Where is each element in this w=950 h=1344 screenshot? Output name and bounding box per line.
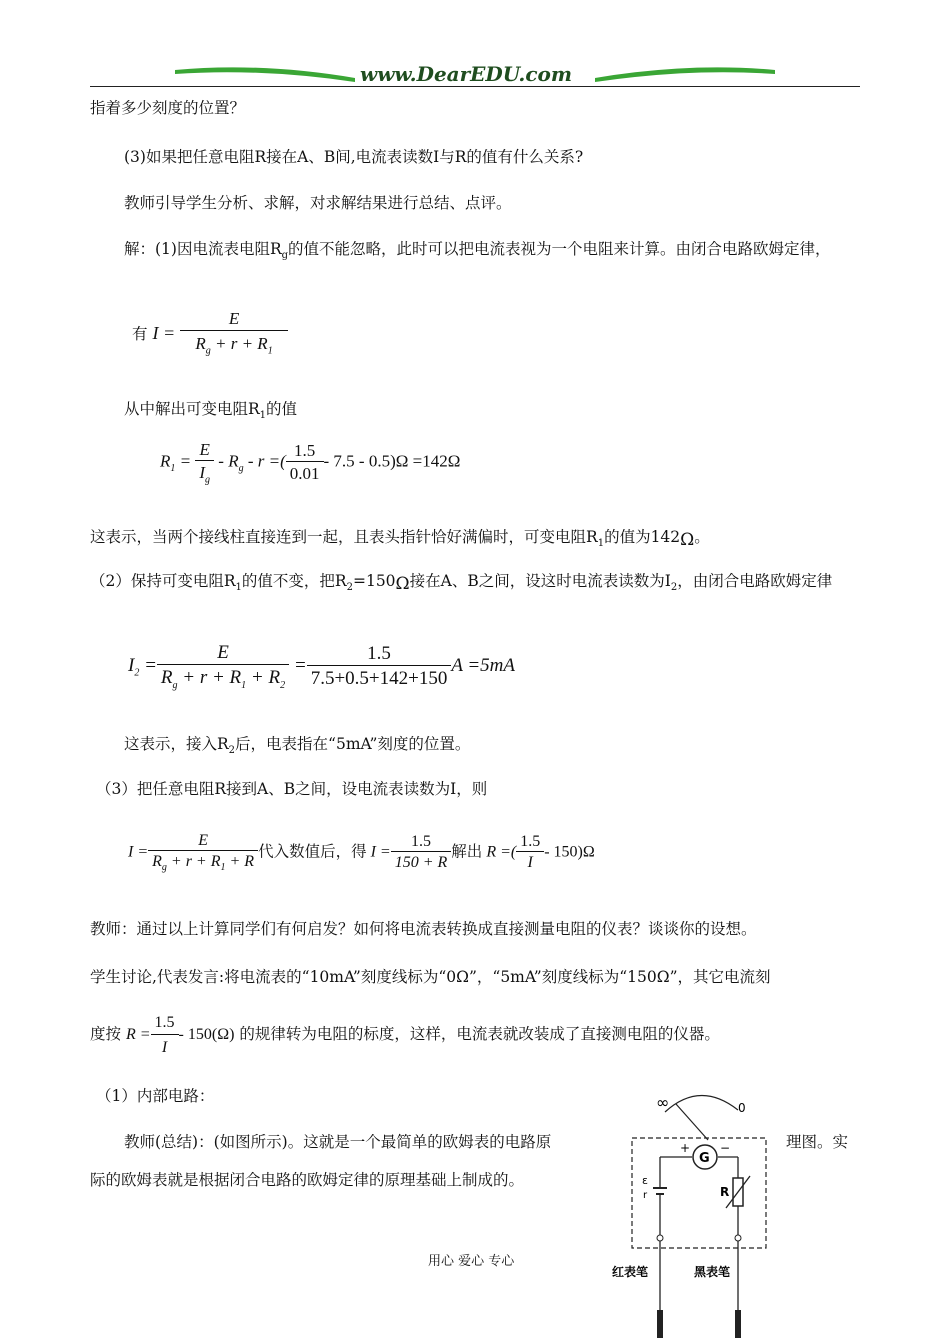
formula-1-denominator: $R_g + r + R_1$ [180,330,288,362]
minus-label: − [720,1141,731,1155]
line-8 [90,570,832,599]
formula-2-frac-b: $\frac{1.5}{0.01}$ [286,441,324,484]
line-6-text-b: 的值 [266,400,298,418]
resistor-label: R [720,1185,730,1199]
circuit-svg [610,1080,780,1340]
line-13-text: 学生讨论,代表发言:将电流表的“10mA”刻度线标为“0Ω”，“5mA”刻度线标为“150Ω”，其它电流刻 [90,968,771,986]
formula-4: I = $\frac{E}{R_g + r + R_1 + R}$ 代入数值后，得 I = $\frac{1.5}{150 + R}$ 解出 R =( $\frac{1.5}{I}$ - 150)Ω [128,832,595,874]
line-2-text: (3)如果把任意电阻R接在A、B间,电流表读数I与R的值有什么关系? [124,148,584,166]
line-15-text: （1）内部电路： [96,1087,215,1105]
galvanometer-label: G [699,1151,710,1166]
line-8-sub-2: 2 [346,582,353,594]
line-8-ohm: Ω [395,574,410,594]
formula-1 [132,308,288,362]
line-8-text-a: （2）保持可变电阻R [90,572,236,590]
zero-label: 0 [738,1101,746,1115]
line-12-text: 教师：通过以上计算同学们有何启发？如何将电流表转换成直接测量电阻的仪表？谈谈你的设想。 [90,920,757,938]
formula-3: $I_2$ = $\frac{E}{R_g + r + R_1 + R_2}$ = $\frac{1.5}{7.5+0.5+142+150}$ A =5mA [128,642,516,691]
header-site-name: www.DearEDU.com [360,62,573,86]
line-9-text-b: 后，电表指在“5mA”刻度的位置。 [235,735,471,753]
formula-4-frac-c: $\frac{1.5}{I}$ [516,833,544,872]
formula-4-tail: - 150)Ω [544,843,595,861]
line-4-sub: g [281,250,289,262]
line-6-sub: 1 [259,410,267,422]
header-rule [90,86,860,87]
internal-r-label: r [643,1190,648,1201]
line-8-text-c: =150 [352,572,396,590]
line-14 [90,1012,720,1059]
line-4-text: 解：(1)因电流表电阻R [124,240,282,258]
line-9-text-a: 这表示，接入R [124,735,229,753]
formula-5-frac: $\frac{1.5}{I}$ [151,1012,179,1059]
line-7 [90,526,710,555]
line-7-ohm: Ω [680,530,695,550]
line-14-text-b: 的规律转为电阻的标度，这样，电流表就改装成了直接测电阻的仪器。 [239,1025,720,1044]
line-10 [96,778,487,800]
formula-3-tail: A =5mA [451,654,516,676]
formula-4-frac-a: $\frac{E}{R_g + r + R_1 + R}$ [148,832,258,873]
line-7-sub: 1 [597,538,605,550]
formula-1-fraction [180,308,288,362]
formula-1-numerator: E [228,309,240,328]
line-1-text: 指着多少刻度的位置？ [90,99,246,117]
red-probe-icon [657,1310,663,1338]
formula-1-lhs: I = [152,323,176,344]
formula-5: R = $\frac{1.5}{I}$ - 150(Ω) [126,1026,234,1043]
line-10-text: （3）把任意电阻R接到A、B之间，设电流表读数为I，则 [96,780,488,798]
line-14-text-a: 度按 [90,1025,122,1044]
line-16-right [786,1131,848,1153]
line-16-text-b: 理图。实 [786,1133,849,1151]
line-9 [124,733,470,762]
line-3-text: 教师引导学生分析、求解，对求解结果进行总结、点评。 [124,194,512,212]
line-4-text-b: 的值不能忽略，此时可以把电流表视为一个电阻来计算。由闭合电路欧姆定律， [288,240,831,258]
formula-5-tail: - 150(Ω) [178,1026,235,1044]
line-7-text-b: 的值为142 [604,528,681,546]
formula-3-frac-a: $\frac{E}{R_g + r + R_1 + R_2}$ [157,642,289,691]
plus-label: + [680,1141,691,1155]
formula-2-tail: - 7.5 - 0.5)Ω =142Ω [323,451,461,471]
line-1 [90,97,245,119]
line-16-text: 教师(总结)：(如图所示)。这就是一个最简单的欧姆表的电路原 [124,1133,552,1151]
line-6-text: 从中解出可变电阻R [124,400,260,418]
line-8-text-f: ，由闭合电路欧姆定律 [677,572,833,590]
formula-3-frac-b: $\frac{1.5}{7.5+0.5+142+150}$ [307,643,452,690]
line-7-text: 这表示，当两个接线柱直接连到一起，且表头指针恰好满偏时，可变电阻R [90,528,598,546]
formula-4-text-b: 解出 [451,842,483,861]
line-8-sub-3: 2 [670,582,678,594]
line-17 [90,1169,524,1191]
red-probe-label: 红表笔 [612,1265,649,1279]
line-9-sub: 2 [228,745,236,757]
footer [428,1250,514,1269]
footer-text: 用心 爱心 专心 [428,1254,515,1269]
meter-scale-arc [665,1095,738,1112]
line-8-text-b: 的值不变，把R [241,572,347,590]
emf-label: ε [642,1174,648,1187]
formula-4-text-a: 代入数值后，得 [258,842,367,861]
line-6 [124,398,297,427]
line-12 [90,918,757,940]
black-probe-icon [735,1310,741,1338]
formula-2: $R_1$ = $\frac{E}{I_g}$ - $R_g$ - r =( $\frac{1.5}{0.01}$ - 7.5 - 0.5)Ω =142Ω [160,440,461,486]
line-15 [96,1085,214,1107]
line-8-text-e: 接在A、B之间，设这时电流表读数为I [409,572,671,590]
line-16 [124,1131,551,1153]
line-8-sub-1: 1 [235,582,242,594]
line-17-text: 际的欧姆表就是根据闭合电路的欧姆定律的原理基础上制成的。 [90,1171,525,1189]
black-probe-label: 黑表笔 [694,1265,731,1279]
formula-1-prefix: 有 [132,325,148,344]
line-7-end: 。 [694,528,710,546]
line-4 [124,238,831,267]
infinity-label: ∞ [656,1093,670,1112]
meter-needle [676,1104,708,1140]
line-13 [90,966,771,988]
ohmmeter-circuit-diagram [610,1080,780,1340]
formula-2-frac-a: $\frac{E}{I_g}$ [195,440,214,485]
formula-4-frac-b: $\frac{1.5}{150 + R}$ [391,833,452,872]
line-3 [124,192,512,214]
line-2 [124,146,583,168]
